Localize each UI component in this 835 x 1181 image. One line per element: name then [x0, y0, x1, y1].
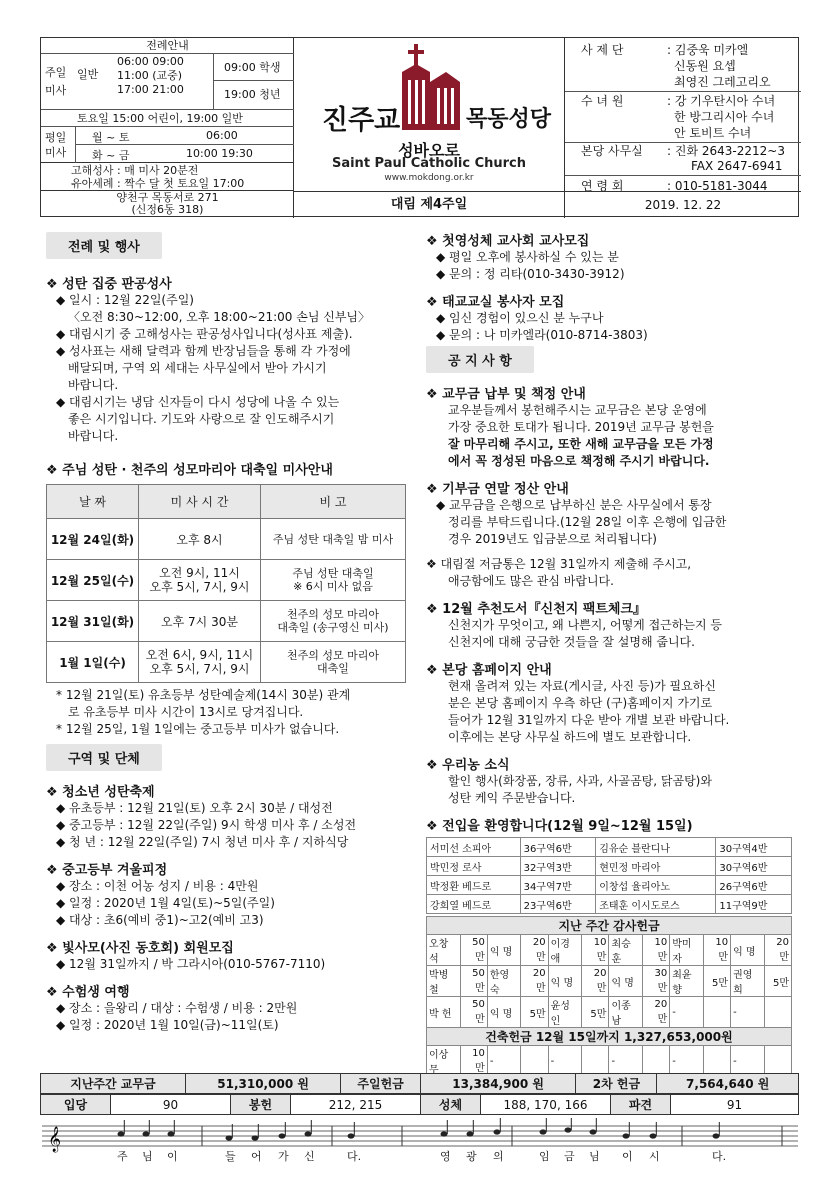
cell: 23구역6반 — [520, 895, 596, 914]
staff-role-sisters: 수 녀 원 — [581, 94, 624, 108]
priest-1: 김중욱 미카엘 — [674, 43, 749, 57]
section-liturgy-title: 전례 및 행사 — [46, 232, 162, 259]
address-line-2: (신정6동 318) — [131, 203, 204, 216]
cell: 오후 8시 — [139, 519, 261, 560]
cell: 30만 — [643, 966, 670, 997]
hymn-lyrics — [42, 1148, 798, 1168]
cell: 90 — [111, 1095, 231, 1115]
section-notice-title: 공 지 사 항 — [426, 346, 534, 373]
cell: 5만 — [764, 966, 791, 997]
text: ◆ 대림시기는 냉담 신자들이 다시 성당에 나올 수 있는 — [56, 395, 340, 409]
cell: 20만 — [764, 935, 791, 966]
website[interactable]: www.mokdong.or.kr — [384, 173, 474, 183]
text: ◆ 대상 : 초6(예비 중1)~고2(예비 고3) — [56, 913, 264, 927]
week-title: 대림 제4주일 — [294, 191, 564, 218]
text: ◆ 일시 : 12월 22일(주일) — [56, 293, 194, 307]
cell: 천주의 성모 마리아 대축일 — [261, 642, 406, 683]
cell: 한영숙 — [487, 966, 521, 997]
cell: 권영희 — [731, 966, 765, 997]
cell: 최승훈 — [609, 935, 643, 966]
music-note — [226, 1135, 233, 1140]
address-line-1: 양천구 목동서로 271 — [116, 191, 219, 204]
cell: - — [609, 1046, 643, 1077]
cell: 34구역7반 — [520, 876, 596, 895]
text: 잘 마무리해 주시고, 또한 새해 교무금을 모든 가정 — [448, 437, 714, 451]
church-name-left: 진주교 — [322, 105, 401, 136]
text: 가장 중요한 토대가 됩니다. 2019년 교무금 봉헌을 — [448, 420, 714, 434]
cell: 5만 — [703, 966, 730, 997]
priest-3: 최영진 그레고리오 — [674, 75, 771, 89]
council-label: 연 령 회 — [581, 179, 624, 193]
text: 교우분들께서 봉헌해주시는 교무금은 본당 운영에 — [448, 403, 707, 417]
cell: 26구역6반 — [716, 876, 792, 895]
heading-book: ❖ 12월 추천도서『신천지 팩트체크』 — [426, 602, 647, 617]
text: ◆ 장소 : 이천 어농 성지 / 비용 : 4만원 — [56, 879, 259, 893]
cell — [582, 1046, 609, 1077]
patron-name: 성바오로 — [398, 141, 460, 160]
music-note — [252, 1135, 259, 1140]
lyric-syllable: 어 — [251, 1150, 262, 1163]
heading-christmas-mass: ❖ 주님 성탄 · 천주의 성모마리아 대축일 미사안내 — [46, 463, 333, 478]
lyric-syllable: 임 — [539, 1150, 550, 1163]
sister-2: 한 방그리시아 수녀 — [674, 110, 775, 124]
weekday-mass-label: 미사 — [45, 146, 67, 159]
text: 애긍함에도 많은 관심 바랍니다. — [448, 574, 614, 588]
cell: 박병철 — [427, 966, 461, 997]
cell: 51,310,000 원 — [185, 1074, 341, 1094]
cell: 30구역6반 — [716, 857, 792, 876]
heading-welcome: ❖ 전입을 환영합니다(12월 9일~12월 15일) — [426, 819, 693, 834]
table-row — [427, 997, 792, 1028]
text: ◆ 평일 오후에 봉사하실 수 있는 분 — [436, 250, 619, 264]
priest-2: 신동원 요셉 — [674, 59, 736, 73]
cell: 익 명 — [731, 935, 765, 966]
cell: 2차 헌금 — [576, 1074, 657, 1094]
office-label: 본당 사무실 — [581, 144, 643, 158]
office-phone: 진화 2643-2212~3 — [674, 144, 785, 158]
cell: 오창석 — [427, 935, 461, 966]
text: 에서 꼭 정성된 마음으로 책정해 주시기 바랍니다. — [448, 454, 710, 468]
lyric-syllable: 가 — [278, 1150, 289, 1163]
music-note — [623, 1133, 630, 1138]
cell: 36구역6반 — [520, 838, 596, 857]
lyric-syllable: 들 — [225, 1150, 236, 1163]
hymn-number-table — [40, 1094, 799, 1115]
church-building-icon — [394, 42, 464, 130]
cell: 10만 — [703, 935, 730, 966]
cell: 30구역4반 — [716, 838, 792, 857]
cell: 12월 25일(수) — [47, 560, 139, 601]
cell — [764, 997, 791, 1028]
table-row — [427, 966, 792, 997]
text: ◆ 일정 : 2020년 1월 10일(금)~11일(토) — [56, 1018, 279, 1032]
sun-student: 09:00 학생 — [214, 54, 294, 81]
cell: 이종남 — [609, 997, 643, 1028]
liturgy-title: 전례안내 — [41, 38, 294, 54]
cell: 13,384,900 원 — [420, 1074, 576, 1094]
text: ◆ 장소 : 을왕리 / 대상 : 수험생 / 비용 : 2만원 — [56, 1001, 298, 1015]
cell: 50만 — [460, 997, 487, 1028]
sunday-label: 주일 — [45, 66, 67, 79]
text: ◆ 임신 경험이 있으신 분 누구나 — [436, 311, 604, 325]
music-note — [305, 1131, 312, 1136]
th-note: 비 고 — [261, 485, 406, 519]
mass-schedule-table — [46, 484, 406, 683]
council-phone: 010-5181-3044 — [674, 179, 768, 193]
english-name: Saint Paul Catholic Church — [331, 156, 527, 171]
cell: 188, 170, 166 — [481, 1095, 611, 1115]
table-row — [47, 560, 406, 601]
cell: 50만 — [460, 966, 487, 997]
cell: 익 명 — [548, 966, 582, 997]
lyric-syllable: 영 — [440, 1150, 451, 1163]
offering-summary-table — [40, 1073, 799, 1094]
th-date: 날 짜 — [47, 485, 139, 519]
cell — [643, 1046, 670, 1077]
left-column — [46, 232, 416, 1034]
cell: 오전 9시, 11시 오후 5시, 7시, 9시 — [139, 560, 261, 601]
table-row — [47, 601, 406, 642]
heading-dues: ❖ 교무금 납부 및 책정 안내 — [426, 387, 586, 402]
lyric-syllable: 시 — [649, 1150, 660, 1163]
cell: 이경애 — [548, 935, 582, 966]
sister-1: 강 기우탄시아 수녀 — [674, 94, 776, 108]
cell: - — [487, 1046, 521, 1077]
cell: 10만 — [643, 935, 670, 966]
cell — [521, 1046, 548, 1077]
cell: - — [548, 1046, 582, 1077]
music-note — [143, 1131, 150, 1136]
lyric-syllable: 신 — [304, 1150, 315, 1163]
confession-text: 고해성사 : 매 미사 20분전 — [71, 164, 199, 177]
lyric-syllable: 금 — [564, 1150, 575, 1163]
lyric-syllable: 님 — [589, 1150, 600, 1163]
cell: 박정환 베드로 — [427, 876, 521, 895]
fax: FAX 2647-6941 — [691, 159, 783, 173]
sun-youth: 19:00 청년 — [224, 88, 281, 101]
right-column — [426, 230, 798, 1077]
cell: 10만 — [460, 1046, 487, 1077]
sun-times-3: 17:00 21:00 — [117, 83, 184, 96]
cell: 주님 성탄 대축일 ※ 6시 미사 없음 — [261, 560, 406, 601]
wk1-days: 월 ~ 토 — [92, 131, 130, 144]
text: 성탄 케익 주문받습니다. — [448, 791, 576, 805]
text: ◆ 중고등부 : 12월 22일(주일) 9시 학생 미사 후 / 소성전 — [56, 818, 357, 832]
text: ◆ 일정 : 2020년 1월 4일(토)~5일(주일) — [56, 896, 275, 910]
music-note — [467, 1131, 474, 1136]
text: 분은 본당 홈페이지 우측 하단 (구)홈페이지 가기로 — [448, 696, 713, 710]
cell: 익 명 — [487, 997, 521, 1028]
table-row — [427, 1046, 792, 1077]
table-row — [427, 895, 792, 914]
staff-block: 사 제 단 : 김중욱 미카엘 신동원 요셉 최영진 그레고리오 수 녀 원 : 강 기우탄시아 수녀 한 방그리시아 수녀 안 토비트 수녀 본당 사무실 : 진화 2643-2212~3 FAX 2647-6941 연 령 회 : 010-5181-3044 2019. 12. 22 — [564, 38, 800, 218]
text: ◆ 12월 31일까지 / 박 그라시아(010-5767-7110) — [56, 957, 326, 971]
music-note — [348, 1133, 355, 1138]
text: 신천지가 무엇이고, 왜 나쁜지, 어떻게 접근하는지 등 — [448, 618, 722, 632]
text: ◆ 대림시기 중 고해성사는 판공성사입니다(성사표 제출). — [56, 327, 353, 341]
table-row — [427, 838, 792, 857]
text: ◆ 교무금을 은행으로 납부하신 분은 사무실에서 통장 — [436, 498, 712, 512]
cell: 입당 — [41, 1095, 111, 1115]
cell: 1월 1일(수) — [47, 642, 139, 683]
cell: 7,564,640 원 — [657, 1074, 799, 1094]
heading-youth-festival: ❖ 청소년 성탄축제 — [46, 785, 155, 800]
sun-general: 일반 — [77, 68, 99, 81]
cell: 강희열 베드로 — [427, 895, 521, 914]
heading-teacher-recruit: ❖ 첫영성체 교사회 교사모집 — [426, 234, 590, 249]
cell: 서미선 소피아 — [427, 838, 521, 857]
cell: 5만 — [521, 997, 548, 1028]
section-groups-title: 구역 및 단체 — [46, 744, 162, 771]
heading-tax: ❖ 기부금 연말 정산 안내 — [426, 482, 569, 497]
text: ◆ 문의 : 나 미카엘라(010-8714-3803) — [436, 328, 648, 342]
note: 로 유초등부 미사 시간이 13시로 당겨집니다. — [68, 705, 304, 719]
cell: 이창섭 율리아노 — [596, 876, 716, 895]
lyric-syllable: 광 — [466, 1150, 477, 1163]
cell: 주님 성탄 대축일 밤 미사 — [261, 519, 406, 560]
mass-label: 미사 — [45, 84, 67, 97]
cell: - — [731, 997, 765, 1028]
music-note — [168, 1131, 175, 1136]
cell: 익 명 — [609, 966, 643, 997]
text: ❖ 대림절 저금통은 12월 31일까지 제출해 주시고, — [426, 557, 692, 571]
text: 현재 올려져 있는 자료(게시글, 사진 등)가 필요하신 — [448, 679, 716, 693]
lyric-syllable: 다. — [347, 1150, 362, 1163]
cell: 박민정 로사 — [427, 857, 521, 876]
music-note — [565, 1127, 572, 1132]
cell: 박미자 — [670, 935, 704, 966]
heading-winter-retreat: ❖ 중고등부 겨울피정 — [46, 863, 168, 878]
lyric-syllable: 의 — [493, 1150, 504, 1163]
music-note — [540, 1129, 547, 1134]
table-row — [427, 935, 792, 966]
wk2-time: 10:00 19:30 — [186, 147, 253, 160]
table-row — [47, 519, 406, 560]
cell: 조태훈 이시도로스 — [596, 895, 716, 914]
heading-photo-club: ❖ 빛사모(사진 동호회) 회원모집 — [46, 941, 234, 956]
thanks-title: 지난 주간 감사헌금 — [427, 917, 792, 935]
text: ◆ 유초등부 : 12월 21일(토) 오후 2시 30분 / 대성전 — [56, 801, 333, 815]
th-time: 미 사 시 간 — [139, 485, 261, 519]
heading-homepage: ❖ 본당 홈페이지 안내 — [426, 663, 552, 678]
cell: 박 헌 — [427, 997, 461, 1028]
weekday-label: 평일 — [45, 131, 67, 144]
church-logo-block — [294, 38, 564, 218]
heading-prenatal-volunteer: ❖ 태교교실 봉사자 모집 — [426, 295, 565, 310]
cell: 212, 215 — [291, 1095, 421, 1115]
cell: 천주의 성모 마리아 대축일 (송구영신 미사) — [261, 601, 406, 642]
music-note — [279, 1133, 286, 1138]
lyric-syllable: 이 — [167, 1150, 178, 1163]
text: 이후에는 본당 사무실 하드에 별도 보관합니다. — [448, 730, 692, 744]
text: 경우 2019년도 입금분으로 처리됩니다) — [448, 532, 657, 546]
table-row — [47, 642, 406, 683]
text: 〈오전 8:30~12:00, 오후 18:00~21:00 손님 신부님〉 — [68, 310, 371, 324]
music-note — [494, 1129, 501, 1134]
cell: 12월 24일(화) — [47, 519, 139, 560]
cell: 김유순 블란디나 — [596, 838, 716, 857]
lyric-syllable: 님 — [142, 1150, 153, 1163]
wk2-days: 화 ~ 금 — [92, 149, 130, 162]
text: 좋은 시기입니다. 기도와 사랑으로 잘 인도해주시기 — [68, 412, 335, 426]
text: 정리를 부탁드립니다.(12월 28일 이후 은행에 입금한 — [448, 515, 727, 529]
music-note — [590, 1129, 597, 1134]
cell: 20만 — [582, 966, 609, 997]
cell: 32구역3반 — [520, 857, 596, 876]
header-box — [40, 37, 799, 217]
sat-line: 토요일 15:00 어린이, 19:00 일반 — [41, 109, 294, 127]
cell — [703, 1046, 730, 1077]
cell: 파견 — [611, 1095, 671, 1115]
cell: 20만 — [643, 997, 670, 1028]
cell: 주일헌금 — [341, 1074, 420, 1094]
cell: 최윤향 — [670, 966, 704, 997]
liturgy-schedule — [41, 38, 294, 218]
cell: 오후 7시 30분 — [139, 601, 261, 642]
cell: 이상무 — [427, 1046, 461, 1077]
text: 바랍니다. — [68, 429, 119, 443]
cell: 50만 — [460, 935, 487, 966]
staff-role-priests: 사 제 단 — [581, 43, 624, 57]
cell: 20만 — [521, 935, 548, 966]
text: 할인 행사(화장품, 장류, 사과, 사골곰탕, 닭곰탕)와 — [448, 774, 712, 788]
table-row — [427, 876, 792, 895]
cell: 오전 6시, 9시, 11시 오후 5시, 7시, 9시 — [139, 642, 261, 683]
music-note — [118, 1131, 125, 1136]
lyric-syllable: 이 — [622, 1150, 633, 1163]
sun-times-1: 06:00 09:00 — [117, 55, 184, 68]
cell: 윤성인 — [548, 997, 582, 1028]
cell — [703, 997, 730, 1028]
cell: 지난주간 교무금 — [41, 1074, 186, 1094]
cell: 5만 — [582, 997, 609, 1028]
cell: 성체 — [421, 1095, 481, 1115]
heading-farm-news: ❖ 우리농 소식 — [426, 758, 510, 773]
cell: - — [731, 1046, 765, 1077]
cell: 91 — [671, 1095, 799, 1115]
wk1-time: 06:00 — [206, 129, 238, 142]
music-note — [713, 1133, 720, 1138]
cell — [764, 1046, 791, 1077]
note: * 12월 25일, 1월 1일에는 중고등부 미사가 없습니다. — [56, 722, 340, 736]
note: * 12월 21일(토) 유초등부 성탄예술제(14시 30분) 관계 — [56, 688, 351, 702]
text: 신천지에 대해 궁금한 것들을 잘 설명해 줍니다. — [448, 635, 695, 649]
cell: 12월 31일(화) — [47, 601, 139, 642]
lyric-syllable: 주 — [117, 1150, 128, 1163]
cell: - — [670, 1046, 704, 1077]
heading-student-trip: ❖ 수험생 여행 — [46, 985, 130, 1000]
svg-text:𝄞: 𝄞 — [48, 1127, 62, 1152]
church-name-right: 목동성당 — [466, 107, 552, 132]
table-row — [427, 857, 792, 876]
cell: 현민정 마리아 — [596, 857, 716, 876]
sister-3: 안 토비트 수녀 — [674, 126, 752, 140]
cell: 20만 — [521, 966, 548, 997]
text: 배달되며, 구역 외 세대는 사무실에서 받아 가시기 — [68, 361, 327, 375]
cell: 익 명 — [487, 935, 521, 966]
welcome-table — [426, 837, 792, 914]
cell: 10만 — [582, 935, 609, 966]
music-note — [441, 1131, 448, 1136]
infant-baptism-text: 유아세례 : 짝수 달 첫 토요일 17:00 — [71, 177, 245, 190]
bulletin-date: 2019. 12. 22 — [565, 191, 801, 218]
sun-times-2: 11:00 (교중) — [117, 69, 183, 82]
thanks-offering-table — [426, 916, 792, 1077]
text: 들어가 12월 31일까지 다운 받아 개별 보관 바랍니다. — [448, 713, 730, 727]
music-note — [650, 1133, 657, 1138]
cell: 봉헌 — [231, 1095, 291, 1115]
cell: 11구역9반 — [716, 895, 792, 914]
text: ◆ 문의 : 정 리타(010-3430-3912) — [436, 267, 625, 281]
lyric-syllable: 다. — [712, 1150, 727, 1163]
text: ◆ 청 년 : 12월 22일(주일) 7시 청년 미사 후 / 지하식당 — [56, 835, 349, 849]
text: ◆ 성사표는 새해 달력과 함께 반장님들을 통해 각 가정에 — [56, 344, 351, 358]
building-fund-title: 건축헌금 12월 15일까지 1,327,653,000원 — [427, 1028, 792, 1046]
heading-christmas-confession: ❖ 성탄 집중 판공성사 — [46, 277, 172, 292]
text: 바랍니다. — [68, 378, 119, 392]
cell: - — [670, 997, 704, 1028]
